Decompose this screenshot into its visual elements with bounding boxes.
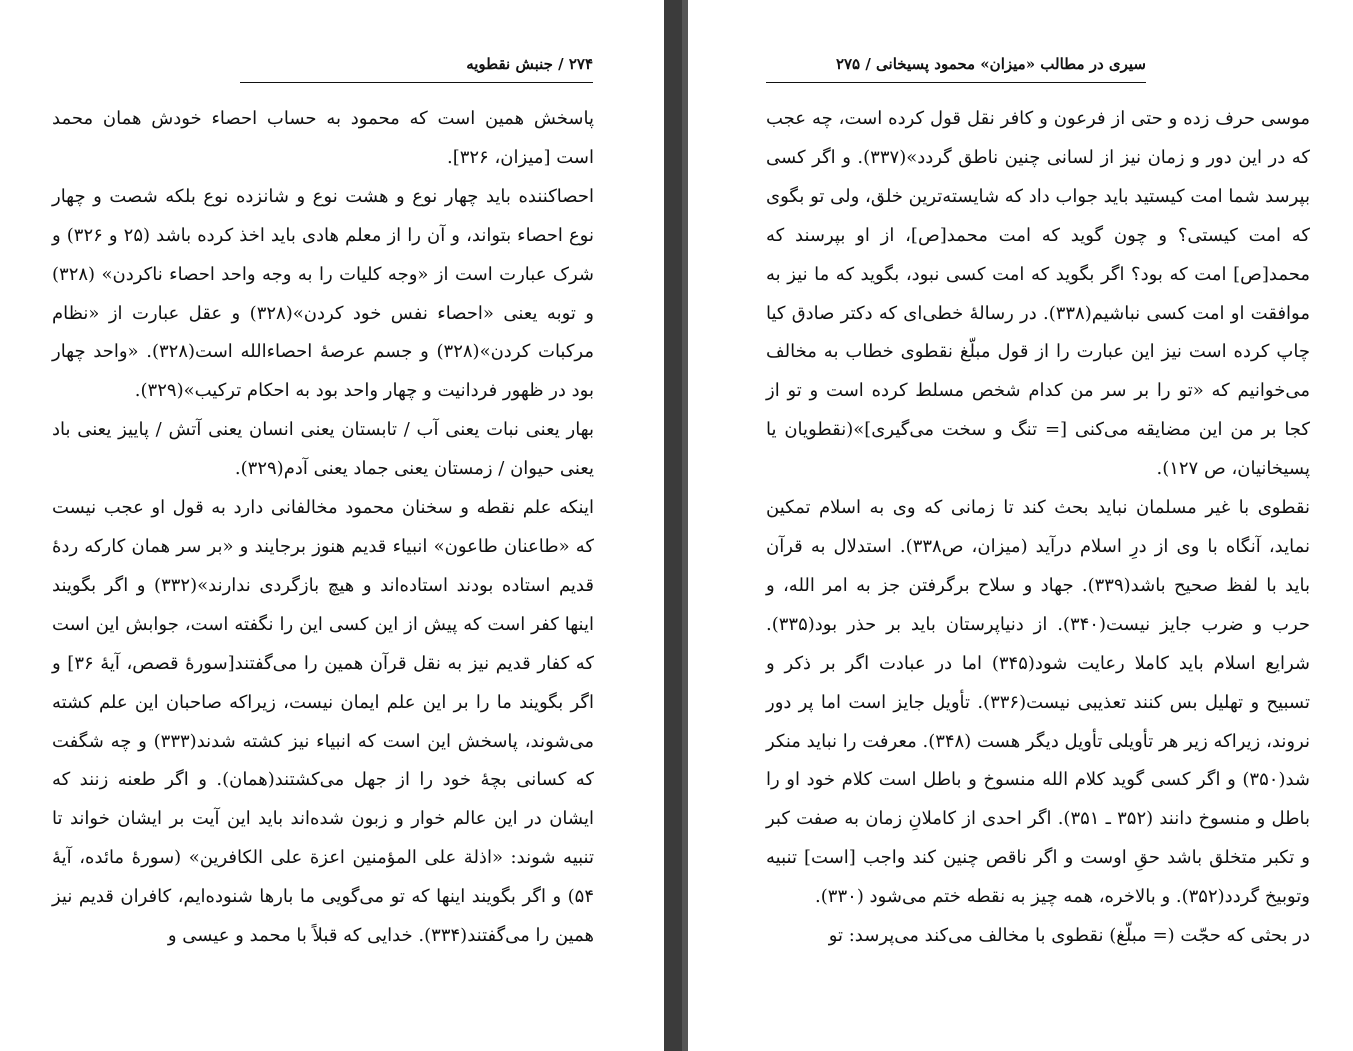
paragraph: بهار یعنی نبات یعنی آب / تابستان یعنی انسان یعنی آتش / پاییز یعنی باد یعنی حیوان / زمستان یعنی جماد یعنی آدم(۳۲۹). bbox=[52, 419, 594, 480]
paragraph: پاسخش همین است که محمود به حساب احصاء خودش همان محمد است [میزان، ۳۲۶]. bbox=[52, 108, 594, 168]
right-page-body bbox=[766, 100, 1310, 956]
paragraph: احصاکننده باید چهار نوع و هشت نوع و شانزده نوع بلکه شصت و چهار نوع احصاء بتواند، و آن را از معلم هادی باید اخذ کرده باشد (۲۵ و ۳۲۶) و شرک عبارت است از «وجه کلیات را به وجه واحد احصاء ناکردن» (۳۲۸) و توبه یعنی «احصاء نفس خود کردن»(۳۲۸) و عقل عبارت از «نظام مرکبات کردن»(۳۲۸) و جسم عرصهٔ احصاءالله است(۳۲۸). «واحد چهار بود در ظهور فردانیت و چهار واحد بود به احکام ترکیب»(۳۲۹). bbox=[52, 185, 595, 402]
right-page-header: سیری در مطالب «میزان» محمود پسیخانی / ۲۷۵ bbox=[766, 52, 1146, 83]
paragraph: نقطوی با غیر مسلمان نباید بحث کند تا زمانی که وی به اسلام تمکین نماید، آنگاه با وی از درِ اسلام درآید (میزان، ص۳۳۸). استدلال به قرآن باید با لفظ صحیح باشد(۳۳۹). جهاد و سلاح برگرفتن جز به امر الله، و حرب و ضرب جایز نیست(۳۴۰). از دنیاپرستان باید بر حذر بود(۳۳۵). شرایع اسلام باید کاملا رعایت شود(۳۴۵) اما در عبادت اگر بر ذکر و تسبیح و تهلیل بس کنند تعذیبی نیست(۳۳۶). تأویل جایز است اما پر دور نروند، زیراکه زیر هر تأویلی تأویل دیگر هست (۳۴۸). معرفت را نباید منکر شد(۳۵۰) و اگر کسی گوید کلام الله منسوخ و باطل است کلام خود او را باطل و منسوخ دانند (۳۵۲ ـ ۳۵۱). اگر احدی از کاملانِ زمان به صفت کبر و تکبر متخلق باشد حقِ اوست و اگر ناقص چنین کند واجب [است] تنبیه وتوبیخ گردد(۳۵۲). و بالاخره، همه چیز به نقطه ختم می‌شود (۳۳۰). bbox=[766, 497, 1311, 908]
paragraph: در بحثی که حجّت (= مبلّغ) نقطوی با مخالف می‌کند می‌پرسد: تو bbox=[828, 925, 1310, 947]
paragraph: موسی حرف زده و حتی از فرعون و کافر نقل قول کرده است، چه عجب که در این دور و زمان نیز از لسانی چنین ناطق گردد»(۳۳۷). و اگر کسی بپرسد شما امت کیستید باید جواب داد که شایسته‌ترین خلق، ولی تو بگوی که امت کیستی؟ و چون گوید که امت محمد[ص]، از او بپرسند که محمد[ص] امت که بود؟ اگر بگوید که امت کسی نبود، بگوید که ما نیز به موافقت او امت کسی نباشیم(۳۳۸). در رسالهٔ خطی‌ای که دکتر صادق کیا چاپ کرده است نیز این عبارت را از قول مبلّغ نقطوی خطاب به مخالف می‌خوانیم که «تو را بر سر من کدام شخص مسلط کرده است و تو از کجا بر من این مضایقه می‌کنی [= تنگ و سخت می‌گیری]»(نقطویان یا پسیخانیان، ص ۱۲۷). bbox=[766, 108, 1311, 480]
book-gutter bbox=[664, 0, 688, 1051]
right-page bbox=[688, 0, 1353, 1051]
left-page-body bbox=[52, 100, 594, 956]
paragraph: اینکه علم نقطه و سخنان محمود مخالفانی دارد به قول او عجب نیست که «طاعنان طاعون» انبیاء قدیم هنوز برجایند و «بر سر همان کارکه ردهٔ قدیم استاده بودند استاده‌اند و هیچ بازگردی ندارند»(۳۳۲) و اگر بگویند اینها کفر است که پیش از این کسی این را نگفته است، جوابش این است که کفار قدیم نیز به نقل قرآن همین را می‌گفتند[سورهٔ قصص، آیهٔ ۳۶] و اگر بگویند ما را بر این علم ایمان نیست، زیراکه صاحبان این علم کشته می‌شوند، پاسخش این است که انبیاء نیز کشته شدند(۳۳۳) و چه شگفت که کسانی بچهٔ خود را از جهل می‌کشتند(همان). و اگر طعنه زنند که ایشان در این عالم خوار و زبون شده‌اند باید این آیت بر ایشان خواند تا تنبیه شوند: «اذلة علی المؤمنین اعزة علی الکافرین» (سورهٔ مائده، آیهٔ ۵۴) و اگر بگویند اینها که تو می‌گویی ما بارها شنوده‌ایم، کافران قدیم نیز همین را می‌گفتند(۳۳۴). خدایی که قبلاً با محمد و عیسی و bbox=[52, 497, 594, 947]
left-page-header: ۲۷۴ / جنبش نقطویه bbox=[240, 52, 593, 83]
left-page bbox=[0, 0, 664, 1051]
